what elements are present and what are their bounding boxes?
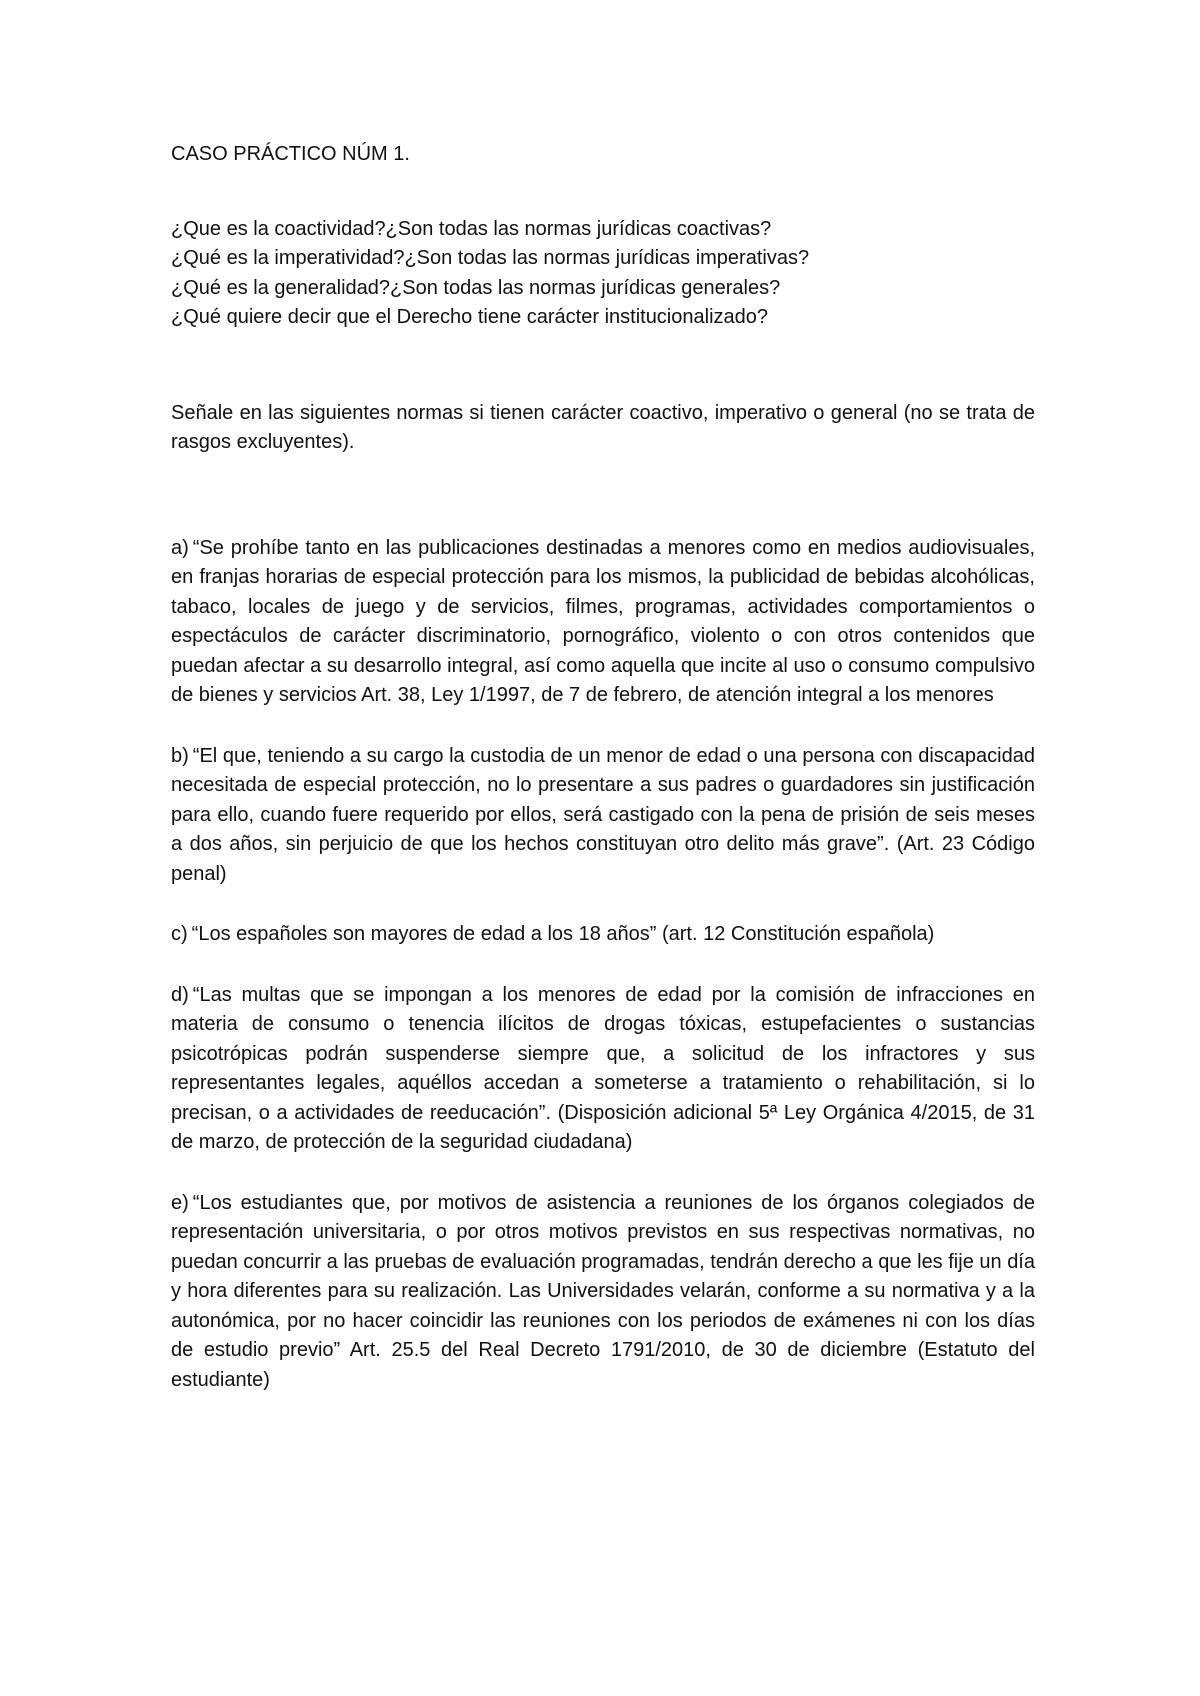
document-page [171, 140, 1035, 1426]
norm-text: “Los estudiantes que, por motivos de asistencia a reuniones de los órganos colegiados de representación universitaria, o por otros motivos previstos en sus respectivas normativas, no puedan concurrir a las pruebas de evaluación programadas, tendrán derecho a que les fije un día y hora diferentes para su realización. Las Universidades velarán, conforme a su normativa y a la autonómica, por no hacer coincidir las reuniones con los periodos de exámenes ni con los días de estudio previo” Art. 25.5 del Real Decreto 1791/2010, de 30 de diciembre (Estatuto del estudiante) [171, 1191, 1035, 1391]
question-4: ¿Qué quiere decir que el Derecho tiene carácter institucionalizado? [171, 306, 769, 328]
norm-b [171, 742, 1035, 890]
question-1: ¿Que es la coactividad?¿Son todas las normas jurídicas coactivas? [171, 217, 772, 240]
norm-text: “Se prohíbe tanto en las publicaciones destinadas a menores como en medios audiovisuales, en franjas horarias de especial protección para los mismos, la publicidad de bebidas alcohólicas, tabaco, locales de juego y de servicios, filmes, programas, actividades comportamientos o espectáculos de carácter discriminatorio, pornográfico, violento o con otros contenidos que puedan afectar a su desarrollo integral, así como aquella que incite al uso o consumo compulsivo de bienes y servicios Art. 38, Ley 1/1997, de 7 de febrero, de atención integral a los menores [171, 536, 1035, 706]
norm-label: c) [171, 923, 188, 945]
norm-label: e) [171, 1191, 189, 1214]
question-2: ¿Qué es la imperatividad?¿Son todas las normas jurídicas imperativas? [171, 247, 810, 269]
questions-list [171, 215, 1035, 333]
norm-text: “Las multas que se impongan a los menores de edad por la comisión de infracciones en materia de consumo o tenencia ilícitos de drogas tóxicas, estupefacientes o sustancias psicotrópicas podrán suspenderse siempre que, a solicitud de los infractores y sus representantes legales, aquéllos accedan a someterse a tratamiento o rehabilitación, si lo precisan, o a actividades de reeducación”. (Disposición adicional 5ª Ley Orgánica 4/2015, de 31 de marzo, de protección de la seguridad ciudadana) [171, 983, 1035, 1153]
document-title: CASO PRÁCTICO NÚM 1. [171, 143, 410, 165]
norm-text: “El que, teniendo a su cargo la custodia de un menor de edad o una persona con discapacidad necesitada de especial protección, no lo presentare a sus padres o guardadores sin justificación para ello, cuando fuere requerido por ellos, será castigado con la pena de prisión de seis meses a dos años, sin perjuicio de que los hechos constituyan otro delito más grave”. (Art. 23 Código penal) [171, 744, 1035, 885]
norm-a [171, 534, 1035, 711]
instruction-paragraph: Señale en las siguientes normas si tienen carácter coactivo, imperativo o general (no se trata de rasgos excluyentes). [171, 401, 1035, 453]
norm-label: a) [171, 536, 189, 559]
norm-label: d) [171, 983, 189, 1006]
norm-text: “Los españoles son mayores de edad a los 18 años” (art. 12 Constitución española) [191, 923, 935, 945]
norm-e [171, 1189, 1035, 1396]
norm-d [171, 981, 1035, 1158]
norm-c [171, 920, 1035, 950]
question-3: ¿Qué es la generalidad?¿Son todas las normas jurídicas generales? [171, 276, 781, 299]
norm-label: b) [171, 744, 189, 767]
